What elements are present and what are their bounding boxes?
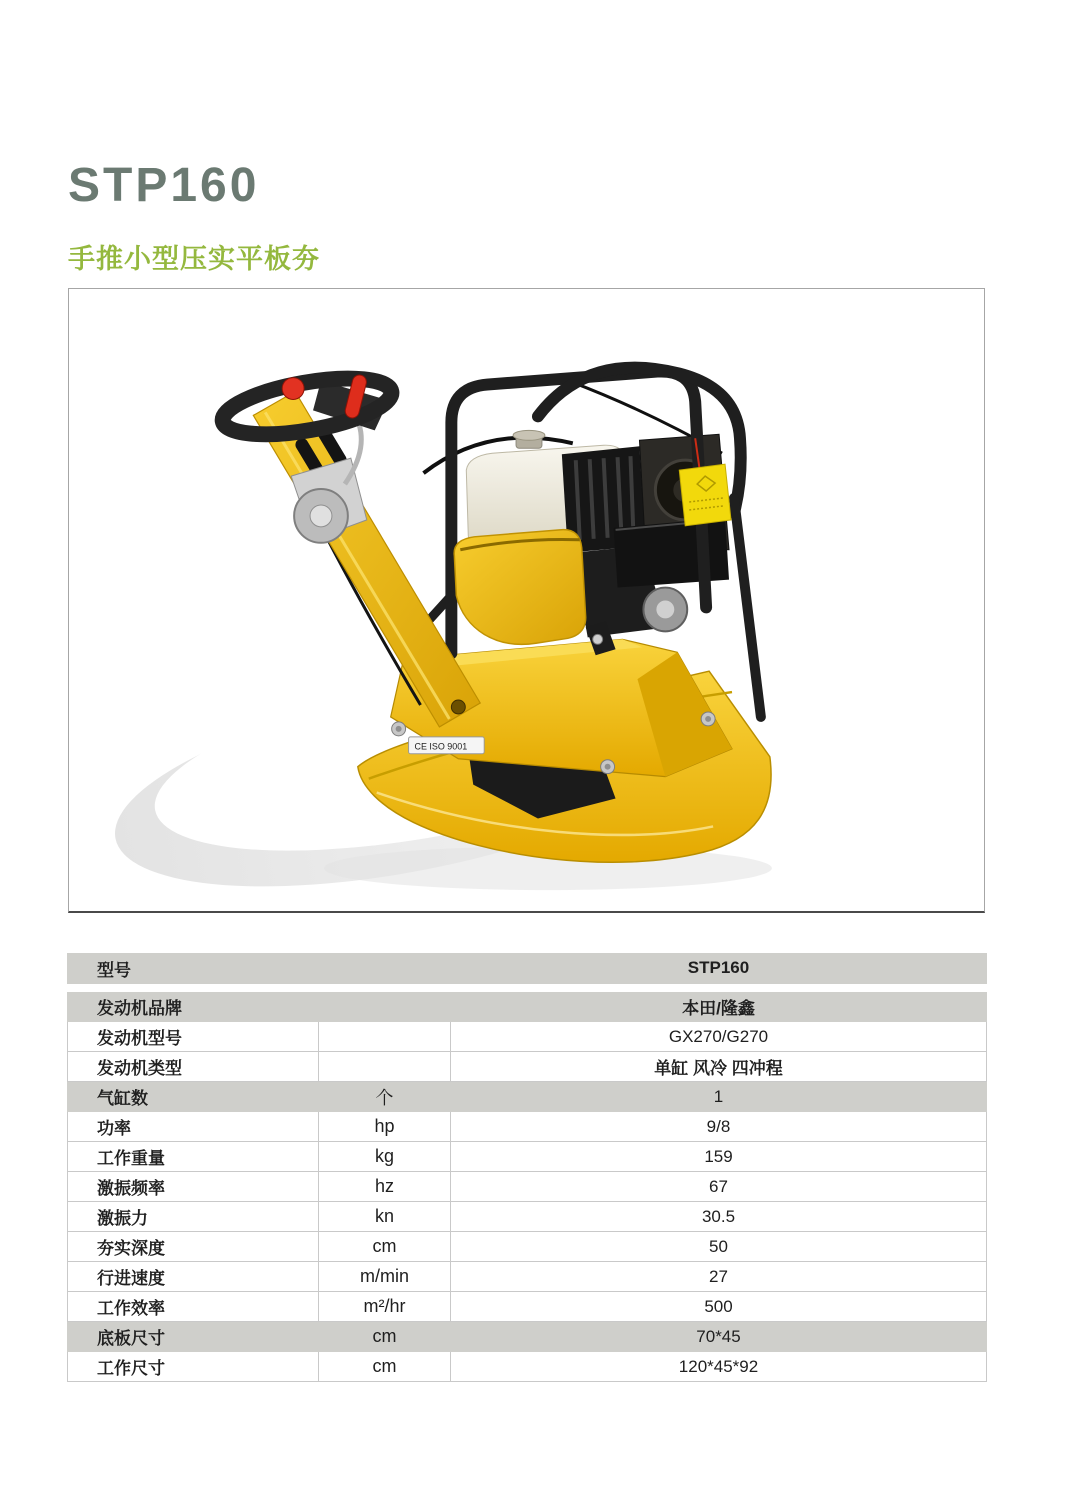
ce-plate-text: CE ISO 9001 (414, 741, 468, 752)
red-knob (282, 378, 304, 400)
spec-row (67, 1352, 987, 1382)
spec-value: 27 (709, 1266, 728, 1286)
page-title: STP160 (68, 159, 260, 212)
spec-label: 激振频率 (97, 1179, 165, 1198)
spec-value: 70*45 (696, 1326, 741, 1346)
spec-value: 120*45*92 (678, 1356, 759, 1376)
spec-unit: kg (318, 1142, 451, 1171)
spec-unit: m²/hr (318, 1292, 451, 1321)
spec-unit (318, 1052, 451, 1081)
spec-unit (318, 992, 451, 1021)
spec-row (67, 1052, 987, 1082)
spec-row (67, 1172, 987, 1202)
spec-row-gap (67, 984, 987, 992)
spec-row (67, 992, 987, 1022)
spec-label: 底板尺寸 (97, 1329, 165, 1348)
spec-value: 50 (709, 1236, 728, 1256)
spec-unit: 个 (375, 1087, 394, 1108)
spec-label: 气缸数 (97, 1089, 148, 1108)
handle-arm (219, 368, 481, 727)
spec-unit (318, 953, 451, 983)
spec-value: 67 (709, 1176, 728, 1196)
spec-unit: cm (372, 1326, 397, 1346)
spec-unit: hz (318, 1172, 451, 1201)
spec-row (67, 1292, 987, 1322)
spec-unit: hp (318, 1112, 451, 1141)
spec-value: 1 (713, 1086, 724, 1106)
spec-label: 工作重量 (97, 1149, 165, 1168)
spec-unit (318, 1022, 451, 1051)
spec-value: GX270/G270 (668, 1026, 769, 1046)
spec-label: 发动机型号 (97, 1029, 182, 1048)
spec-value: 159 (704, 1146, 733, 1166)
spec-label: 夯实深度 (97, 1239, 165, 1258)
spec-label: 发动机品牌 (97, 999, 182, 1018)
spec-label: 激振力 (97, 1209, 148, 1228)
spec-label: 发动机类型 (97, 1059, 182, 1078)
product-photo-frame (68, 288, 985, 913)
spec-value: 单缸 风冷 四冲程 (654, 1059, 783, 1078)
spec-value: 9/8 (706, 1116, 731, 1136)
spec-value: 本田/隆鑫 (682, 999, 755, 1018)
ce-plate (409, 737, 485, 754)
spec-row (67, 1022, 987, 1052)
spec-row (67, 1112, 987, 1142)
spec-label: 型号 (97, 960, 131, 980)
spec-unit: m/min (318, 1262, 451, 1291)
spec-unit: cm (318, 1232, 451, 1261)
spec-label: 功率 (97, 1119, 131, 1138)
spec-row (67, 1142, 987, 1172)
page-subtitle: 手推小型压实平板夯 (68, 244, 320, 274)
spec-unit: cm (318, 1352, 451, 1381)
product-photo (69, 289, 984, 911)
spec-label: 工作尺寸 (97, 1359, 165, 1378)
spec-value: 500 (704, 1296, 733, 1316)
spec-value: STP160 (687, 958, 750, 977)
spec-value: 30.5 (701, 1206, 736, 1226)
spec-row (67, 953, 987, 984)
spec-row (67, 1262, 987, 1292)
spec-label: 行进速度 (97, 1269, 165, 1288)
spec-table (67, 953, 987, 1382)
spec-unit: kn (318, 1202, 451, 1231)
spec-row (67, 1322, 987, 1352)
spec-row (67, 1082, 987, 1112)
spec-row (67, 1202, 987, 1232)
spec-row (67, 1232, 987, 1262)
spec-label: 工作效率 (97, 1299, 165, 1318)
